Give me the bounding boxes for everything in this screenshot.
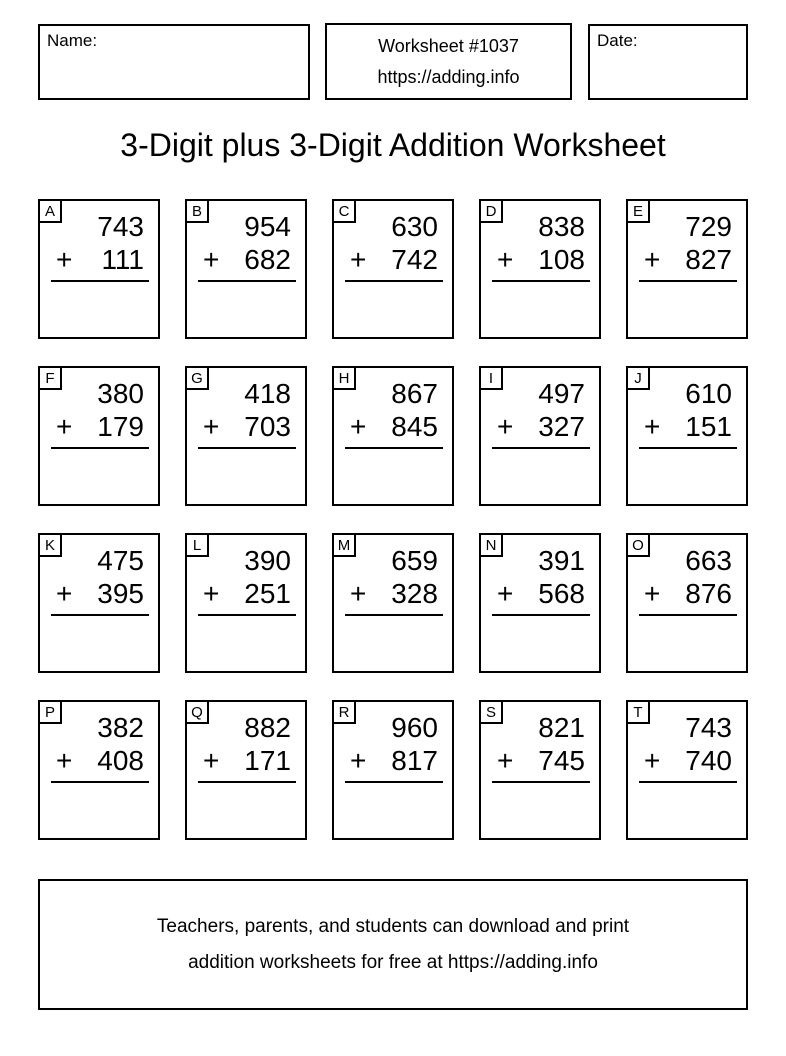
addend-bottom: 179 (97, 411, 144, 442)
problem-letter: E (632, 202, 643, 220)
addend-bottom-row (40, 410, 158, 443)
problem-cell (38, 366, 160, 506)
addend-top: 630 (391, 211, 438, 242)
problem-letter: N (485, 536, 497, 554)
plus-operator: + (497, 411, 514, 442)
answer-write-area[interactable] (628, 282, 746, 330)
name-label: Name: (47, 31, 98, 50)
addend-bottom: 817 (391, 745, 438, 776)
addend-bottom: 845 (391, 411, 438, 442)
plus-operator: + (203, 745, 220, 776)
problem-cell (332, 366, 454, 506)
problem-cell (185, 700, 307, 840)
problem-letter: S (485, 703, 496, 721)
answer-write-area[interactable] (187, 783, 305, 831)
addend-bottom-row (187, 577, 305, 610)
addend-bottom-row (40, 744, 158, 777)
problem-letter-badge (479, 533, 503, 557)
addend-bottom: 151 (685, 411, 732, 442)
problem-letter: O (632, 536, 644, 554)
addend-bottom: 876 (685, 578, 732, 609)
addend-top: 743 (685, 712, 732, 743)
page-title: 3-Digit plus 3-Digit Addition Worksheet (120, 127, 666, 163)
plus-operator: + (644, 411, 661, 442)
plus-operator: + (350, 244, 367, 275)
date-label: Date: (597, 31, 638, 50)
addend-bottom-row (40, 577, 158, 610)
plus-operator: + (644, 745, 661, 776)
answer-write-area[interactable] (40, 282, 158, 330)
addend-bottom-row (187, 744, 305, 777)
problem-letter: I (488, 369, 494, 387)
problem-cell (626, 700, 748, 840)
problem-letter-badge (626, 700, 650, 724)
addend-bottom-row (187, 243, 305, 276)
addend-bottom: 328 (391, 578, 438, 609)
name-field-box[interactable] (38, 24, 310, 100)
worksheet-url: https://adding.info (377, 66, 520, 87)
problem-cell (479, 366, 601, 506)
problem-letter: C (338, 202, 350, 220)
problem-letter: A (44, 202, 55, 220)
problem-letter-badge (332, 700, 356, 724)
addend-bottom-row (481, 243, 599, 276)
problem-cell (626, 366, 748, 506)
answer-write-area[interactable] (334, 282, 452, 330)
problem-cell (185, 533, 307, 673)
problems-grid (38, 199, 748, 840)
problem-letter: T (633, 703, 643, 721)
problem-letter: H (338, 369, 350, 387)
addend-bottom-row (334, 243, 452, 276)
addend-top: 729 (685, 211, 732, 242)
answer-write-area[interactable] (334, 616, 452, 664)
problem-cell (332, 700, 454, 840)
footer-notice (38, 879, 748, 1010)
addend-bottom-row (40, 243, 158, 276)
problem-letter-badge (38, 199, 62, 223)
addend-bottom-row (481, 744, 599, 777)
problem-cell (185, 366, 307, 506)
addend-top: 663 (685, 545, 732, 576)
problem-letter-badge (332, 366, 356, 390)
problem-cell (38, 700, 160, 840)
problem-cell (332, 533, 454, 673)
problem-letter: D (485, 202, 497, 220)
answer-write-area[interactable] (334, 783, 452, 831)
problem-cell (479, 199, 601, 339)
problem-letter-badge (479, 366, 503, 390)
problem-cell (38, 199, 160, 339)
plus-operator: + (350, 745, 367, 776)
problem-letter-badge (332, 533, 356, 557)
problem-cell (626, 199, 748, 339)
plus-operator: + (56, 244, 73, 275)
addend-bottom: 327 (538, 411, 585, 442)
answer-write-area[interactable] (628, 783, 746, 831)
answer-write-area[interactable] (481, 783, 599, 831)
plus-operator: + (497, 578, 514, 609)
worksheet-info-box (325, 23, 572, 100)
problem-letter-badge (38, 533, 62, 557)
addend-bottom: 742 (391, 244, 438, 275)
problem-cell (626, 533, 748, 673)
plus-operator: + (203, 244, 220, 275)
problem-letter: M (337, 536, 351, 554)
addend-bottom-row (628, 410, 746, 443)
addend-bottom: 740 (685, 745, 732, 776)
plus-operator: + (497, 745, 514, 776)
addend-top: 382 (97, 712, 144, 743)
problem-cell (38, 533, 160, 673)
problem-letter-badge (626, 366, 650, 390)
addend-bottom: 111 (101, 244, 144, 275)
addend-bottom-row (334, 410, 452, 443)
addend-top: 390 (244, 545, 291, 576)
addend-bottom-row (334, 744, 452, 777)
problem-letter-badge (332, 199, 356, 223)
answer-write-area[interactable] (40, 616, 158, 664)
plus-operator: + (203, 578, 220, 609)
problem-letter-badge (626, 533, 650, 557)
date-field-box[interactable] (588, 24, 748, 100)
problem-letter-badge (38, 700, 62, 724)
answer-write-area[interactable] (628, 449, 746, 497)
plus-operator: + (644, 244, 661, 275)
problem-cell (479, 700, 601, 840)
problem-letter: Q (191, 703, 203, 721)
addend-top: 743 (97, 211, 144, 242)
answer-write-area[interactable] (481, 449, 599, 497)
addend-bottom-row (334, 577, 452, 610)
addend-top: 610 (685, 378, 732, 409)
problem-letter-badge (626, 199, 650, 223)
addend-bottom-row (628, 577, 746, 610)
addend-bottom-row (628, 243, 746, 276)
problem-letter-badge (185, 533, 209, 557)
plus-operator: + (497, 244, 514, 275)
problem-letter-badge (185, 700, 209, 724)
footer-line-2: addition worksheets for free at https://adding.info (188, 951, 598, 973)
answer-write-area[interactable] (481, 282, 599, 330)
problem-cell (479, 533, 601, 673)
addend-top: 418 (244, 378, 291, 409)
addend-top: 838 (538, 211, 585, 242)
addend-bottom-row (481, 577, 599, 610)
addend-bottom-row (628, 744, 746, 777)
addend-bottom: 171 (244, 745, 291, 776)
addend-bottom: 827 (685, 244, 732, 275)
addend-bottom: 395 (97, 578, 144, 609)
problem-letter: K (44, 536, 55, 554)
addend-top: 867 (391, 378, 438, 409)
answer-write-area[interactable] (40, 783, 158, 831)
addend-top: 960 (391, 712, 438, 743)
problem-letter: B (191, 202, 202, 220)
answer-write-area[interactable] (187, 282, 305, 330)
footer-line-1: Teachers, parents, and students can download and print (156, 915, 630, 937)
addend-top: 821 (538, 712, 585, 743)
worksheet-number: Worksheet #1037 (378, 35, 519, 56)
plus-operator: + (203, 411, 220, 442)
addend-top: 380 (97, 378, 144, 409)
addend-bottom: 251 (244, 578, 291, 609)
problem-letter-badge (185, 366, 209, 390)
problem-letter: F (45, 369, 55, 387)
addend-bottom: 682 (244, 244, 291, 275)
answer-write-area[interactable] (481, 616, 599, 664)
addend-bottom: 408 (97, 745, 144, 776)
problem-letter-badge (479, 700, 503, 724)
addend-bottom: 108 (538, 244, 585, 275)
addend-top: 391 (538, 545, 585, 576)
problem-cell (185, 199, 307, 339)
addend-top: 659 (391, 545, 438, 576)
problem-cell (332, 199, 454, 339)
answer-write-area[interactable] (40, 449, 158, 497)
plus-operator: + (350, 411, 367, 442)
problem-letter: P (44, 703, 55, 721)
problem-letter-badge (479, 199, 503, 223)
problem-letter: J (634, 369, 642, 387)
addend-bottom: 703 (244, 411, 291, 442)
answer-write-area[interactable] (628, 616, 746, 664)
addend-top: 954 (244, 211, 291, 242)
plus-operator: + (56, 578, 73, 609)
addend-top: 497 (538, 378, 585, 409)
problem-letter-badge (185, 199, 209, 223)
answer-write-area[interactable] (187, 616, 305, 664)
addend-bottom-row (187, 410, 305, 443)
addend-top: 882 (244, 712, 291, 743)
problem-letter: L (192, 536, 202, 554)
answer-write-area[interactable] (187, 449, 305, 497)
addend-top: 475 (97, 545, 144, 576)
addend-bottom-row (481, 410, 599, 443)
answer-write-area[interactable] (334, 449, 452, 497)
plus-operator: + (56, 745, 73, 776)
problem-letter: G (191, 369, 203, 387)
addend-bottom: 745 (538, 745, 585, 776)
addend-bottom: 568 (538, 578, 585, 609)
plus-operator: + (56, 411, 73, 442)
plus-operator: + (350, 578, 367, 609)
problem-letter-badge (38, 366, 62, 390)
plus-operator: + (644, 578, 661, 609)
problem-letter: R (338, 703, 350, 721)
